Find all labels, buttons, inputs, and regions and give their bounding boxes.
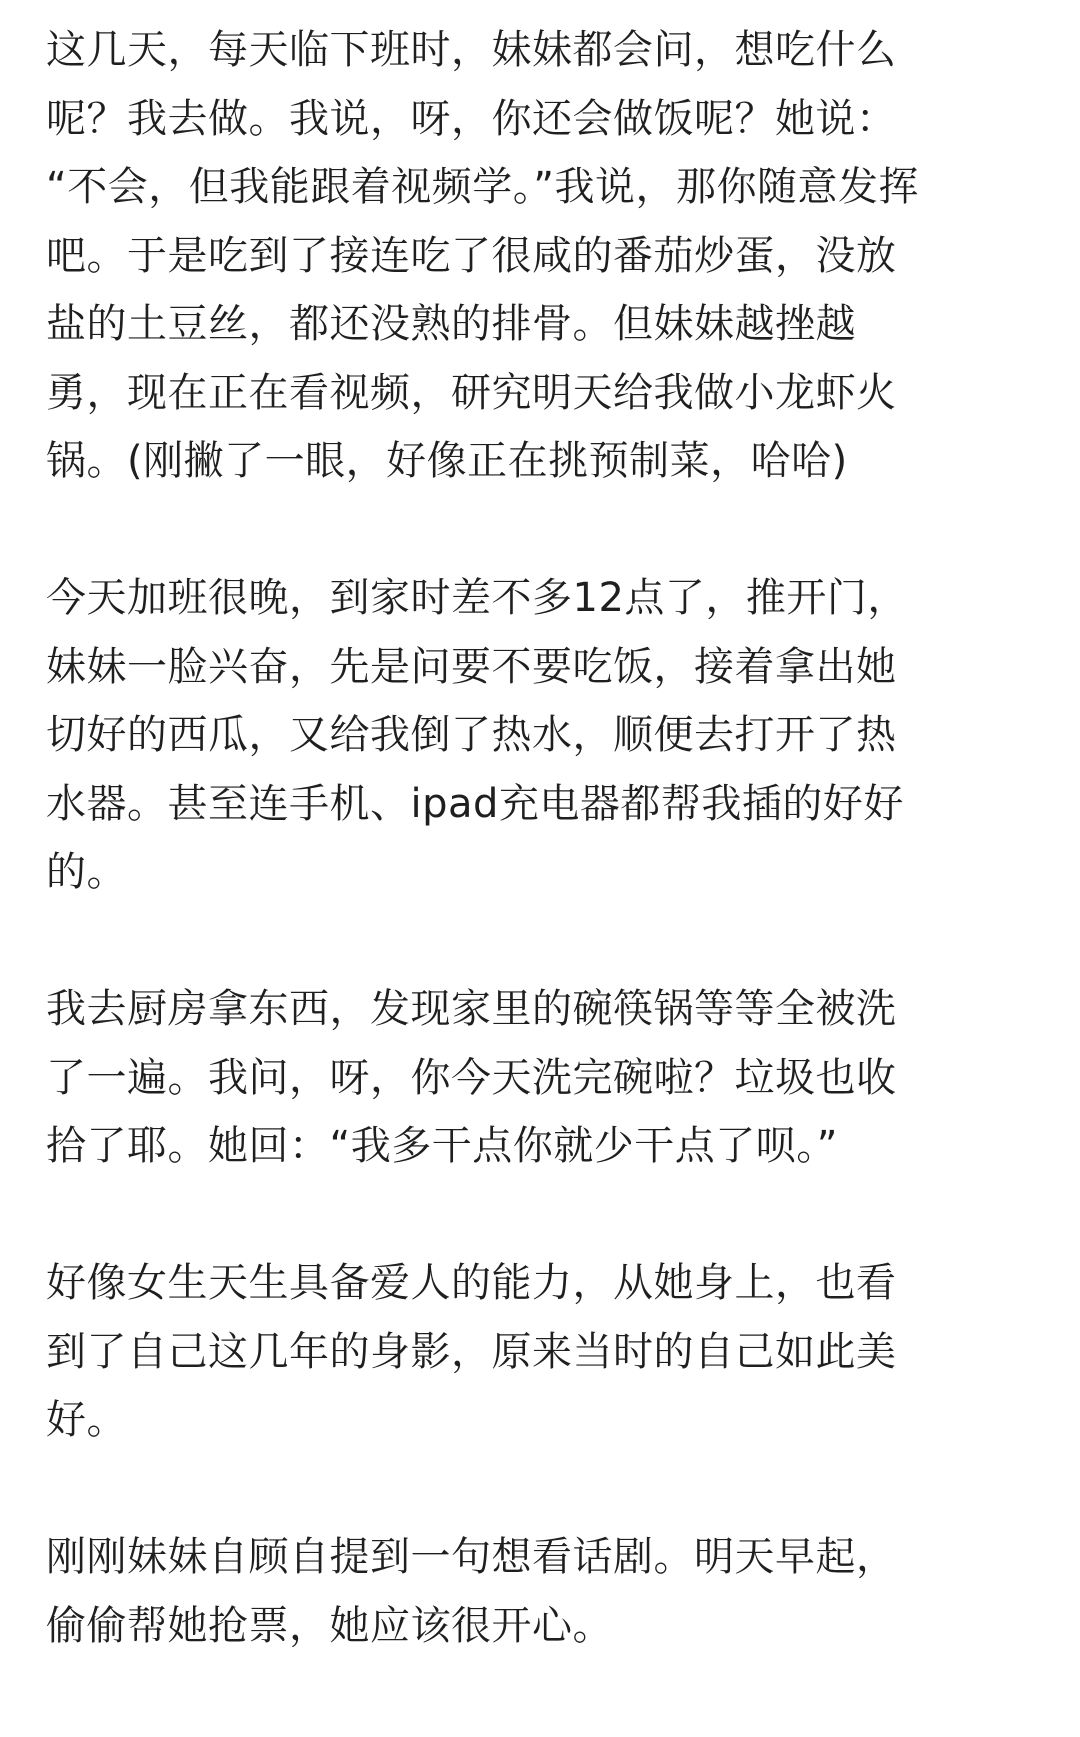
text-line: 这几天，每天临下班时，妹妹都会问，想吃什么 <box>46 27 897 73</box>
text-line: 勇，现在正在看视频，研究明天给我做小龙虾火 <box>46 369 897 416</box>
text-line: 了一遍。我问，呀，你今天洗完碗啦？垃圾也收 <box>46 1054 897 1101</box>
text-line: 的。 <box>46 849 127 895</box>
text-line: 好像女生天生具备爱人的能力，从她身上，也看 <box>46 1260 897 1306</box>
text-line: 好。 <box>46 1397 127 1443</box>
text-line: 我去厨房拿东西，发现家里的碗筷锅等等全被洗 <box>46 986 897 1032</box>
paragraph-3 <box>46 975 1046 1181</box>
text-line: 切好的西瓜，又给我倒了热水，顺便去打开了热 <box>46 712 897 758</box>
text-line: 今天加班很晚，到家时差不多12点了，推开门， <box>46 575 908 621</box>
text-line: 妹妹一脸兴奋，先是问要不要吃饭，接着拿出她 <box>46 643 897 690</box>
paragraph-gap <box>46 907 1046 976</box>
text-line: 盐的土豆丝，都还没熟的排骨。但妹妹越挫越 <box>46 301 856 347</box>
paragraph-gap <box>46 1455 1046 1524</box>
text-line: “不会，但我能跟着视频学。”我说，那你随意发挥 <box>46 164 919 210</box>
text-line: 偷偷帮她抢票，她应该很开心。 <box>46 1602 613 1649</box>
paragraph-2 <box>46 564 1046 907</box>
paragraph-5 <box>46 1523 1046 1660</box>
paragraph-4 <box>46 1249 1046 1455</box>
paragraph-1 <box>46 16 1046 496</box>
text-line: 到了自己这几年的身影，原来当时的自己如此美 <box>46 1328 897 1375</box>
post-body <box>46 16 1046 1660</box>
text-line: 吧。于是吃到了接连吃了很咸的番茄炒蛋，没放 <box>46 232 897 279</box>
paragraph-gap <box>46 496 1046 565</box>
text-line: 水器。甚至连手机、ipad充电器都帮我插的好好 <box>46 780 904 827</box>
text-line: 刚刚妹妹自顾自提到一句想看话剧。明天早起， <box>46 1534 897 1580</box>
text-line: 拾了耶。她回：“我多干点你就少干点了呗。” <box>46 1123 838 1169</box>
paragraph-gap <box>46 1181 1046 1250</box>
text-line: 呢？我去做。我说，呀，你还会做饭呢？她说： <box>46 95 897 142</box>
text-line: 锅。(刚撇了一眼，好像正在挑预制菜，哈哈) <box>46 438 848 484</box>
